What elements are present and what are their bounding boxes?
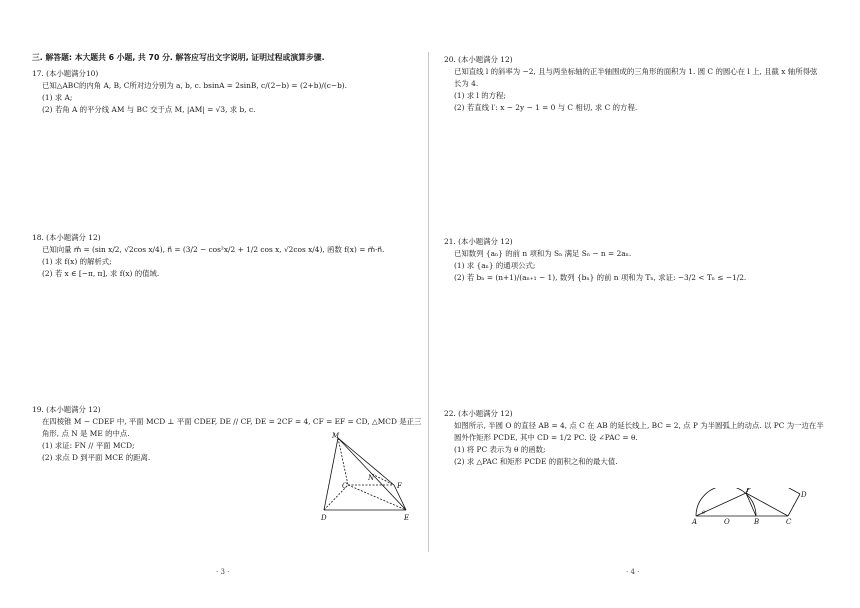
- question-21-line-3: (2) 若 bₙ = (n+1)/(aₙ₊₁ − 1), 数列 {bₙ} 的前 n 项和为 Tₙ, 求证: −3/2 < Tₙ ≤ −1/2.: [454, 273, 747, 282]
- question-22-head: 22. (本小题满分 12): [444, 409, 513, 418]
- question-22-line-1: 如图所示, 半圆 O 的直径 AB = 4, 点 C 在 AB 的延长线上, BC = 2, 点 P 为半圆弧上的动点. 以 PC 为一边在半: [454, 421, 824, 430]
- fig22-label-A: A: [692, 518, 698, 526]
- fig22-label-O: O: [724, 518, 730, 526]
- question-17: [32, 68, 424, 116]
- question-18: [32, 232, 424, 280]
- question-22: [444, 408, 840, 468]
- figure-19-pyramid: [318, 430, 418, 525]
- left-column: [32, 52, 424, 462]
- question-17-line-1: 已知△ABC的内角 A, B, C所对边分别为 a, b, c. bsinA = 2sinB, c/(2−b) = (2+b)/(c−b).: [42, 81, 348, 90]
- question-20-line-3: (1) 求 l 的方程;: [454, 91, 506, 100]
- fig22-label-P: P: [746, 488, 751, 494]
- question-19-line-1: 在四棱锥 M − CDEF 中, 平面 MCD ⊥ 平面 CDEF, DE // CF, DE = 2CF = 4, CF = EF = CD, △MCD 是正三: [42, 417, 422, 426]
- section-title: 三. 解答题: 本大题共 6 小题, 共 70 分. 解答应写出文字说明, 证明过程或演算步骤.: [32, 53, 325, 62]
- question-21-line-2: (1) 求 {aₙ} 的通项公式;: [454, 261, 536, 270]
- question-22-line-2: 圆外作矩形 PCDE, 其中 CD = 1/2 PC. 设 ∠PAC = θ.: [454, 433, 638, 442]
- question-18-line-1: 已知向量 m⃗ = (sin x/2, √2cos x/4), n⃗ = (3/2 − cos²x/2 + 1/2 cos x, √2cos x/4), 函数 f(x) = m⃗·n⃗.: [42, 245, 385, 254]
- figure-22-semicircle: [690, 488, 820, 532]
- page-number-left: · 3 ·: [216, 568, 230, 576]
- question-22-line-3: (1) 将 PC 表示为 θ 的函数;: [454, 445, 546, 454]
- question-21-head: 21. (本小题满分 12): [444, 237, 513, 246]
- question-20-line-1: 已知直线 l 的斜率为 −2, 且与两坐标轴的正半轴围成的三角形的面积为 1. 圆 C 的圆心在 l 上, 且截 x 轴所得弦: [454, 67, 818, 76]
- question-17-line-2: (1) 求 A;: [42, 93, 73, 102]
- question-19-line-3: (1) 求证: FN // 平面 MCD;: [42, 441, 135, 450]
- question-21: [444, 236, 840, 284]
- fig22-label-theta: θ: [702, 510, 706, 516]
- fig22-label-B: B: [754, 518, 760, 526]
- column-divider: [428, 52, 429, 552]
- label-M: M: [332, 432, 340, 440]
- page-number-right: · 4 ·: [626, 568, 640, 576]
- question-20-line-4: (2) 若直线 l′: x − 2y − 1 = 0 与 C 相切, 求 C 的方程.: [454, 103, 638, 112]
- question-20-line-2: 长为 4.: [454, 79, 479, 88]
- question-19-head: 19. (本小题满分 12): [32, 405, 101, 414]
- fig22-label-D: D: [801, 491, 807, 499]
- question-19-line-4: (2) 求点 D 到平面 MCE 的距离.: [42, 453, 151, 462]
- label-D: D: [321, 514, 327, 522]
- question-22-line-4: (2) 求 △PAC 和矩形 PCDE 的面积之和的最大值.: [454, 457, 618, 466]
- question-18-line-3: (2) 若 x ∈ [−π, π], 求 f(x) 的值域.: [42, 269, 160, 278]
- question-17-head: 17. (本小题满分10): [32, 69, 99, 78]
- question-20: [444, 54, 840, 114]
- label-E: E: [404, 514, 410, 522]
- question-19-line-2: 角形, 点 N 是 ME 的中点.: [42, 429, 130, 438]
- question-17-line-3: (2) 若角 A 的平分线 AM 与 BC 交于点 M, |AM| = √3, 求 b, c.: [42, 105, 256, 114]
- label-F: F: [397, 482, 402, 490]
- question-18-head: 18. (本小题满分 12): [32, 233, 101, 242]
- question-20-head: 20. (本小题满分 12): [444, 55, 513, 64]
- label-N: N: [368, 474, 375, 482]
- fig22-label-C: C: [786, 518, 792, 526]
- question-18-line-2: (1) 求 f(x) 的解析式;: [42, 257, 112, 266]
- label-C: C: [342, 482, 348, 490]
- question-21-line-1: 已知数列 {aₙ} 的前 n 项和为 Sₙ 满足 Sₙ − n = 2aₙ.: [454, 249, 632, 258]
